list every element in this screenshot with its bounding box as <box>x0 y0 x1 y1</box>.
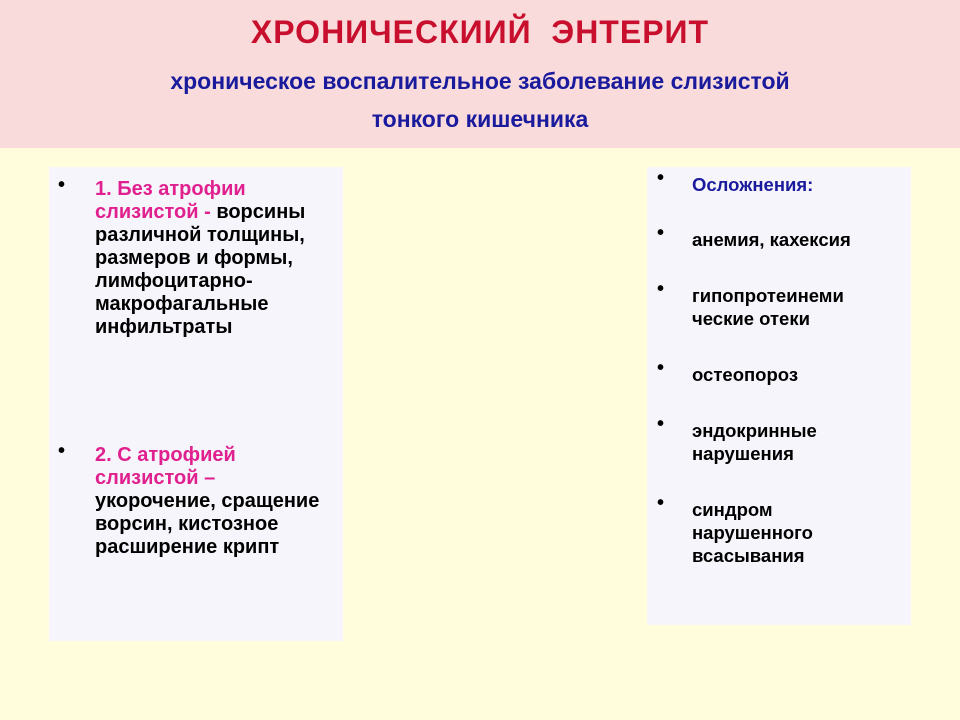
bullet-icon: • <box>657 413 665 435</box>
slide-subtitle <box>40 62 920 138</box>
bullet-icon: • <box>657 492 665 514</box>
subtitle-line-2: тонкого кишечника <box>371 106 589 132</box>
item-heading: 2. С атрофией слизистой – <box>95 444 236 489</box>
item-text: эндокринные нарушения <box>692 420 817 464</box>
item-text: гипопротеинеми ческие отеки <box>692 285 844 329</box>
bullet-icon: • <box>58 174 66 196</box>
item-body: укорочение, сращение ворсин, кистозное расширение крипт <box>95 490 320 558</box>
bullet-icon: • <box>657 222 665 244</box>
item-heading: 1. Без атрофии слизистой - <box>95 178 246 223</box>
item-text: остеопороз <box>692 364 799 385</box>
item-body: ворсины различной толщины, размеров и формы, лимфоцитарно-макрофагальные инфильтраты <box>95 201 306 338</box>
forms-panel <box>49 167 343 641</box>
subtitle-line-1: хроническое воспалительное заболевание слизистой <box>170 68 790 94</box>
bullet-icon: • <box>58 440 66 462</box>
bullet-icon: • <box>657 278 665 300</box>
complications-panel <box>647 167 911 625</box>
bullet-icon: • <box>657 167 665 189</box>
header-band <box>0 0 960 148</box>
item-text: анемия, кахексия <box>692 229 851 250</box>
bullet-icon: • <box>657 357 665 379</box>
slide-title: ХРОНИЧЕСКИИЙ ЭНТЕРИТ <box>250 14 710 50</box>
complications-label: Осложнения: <box>692 174 814 195</box>
item-text: синдром нарушенного всасывания <box>692 499 813 566</box>
